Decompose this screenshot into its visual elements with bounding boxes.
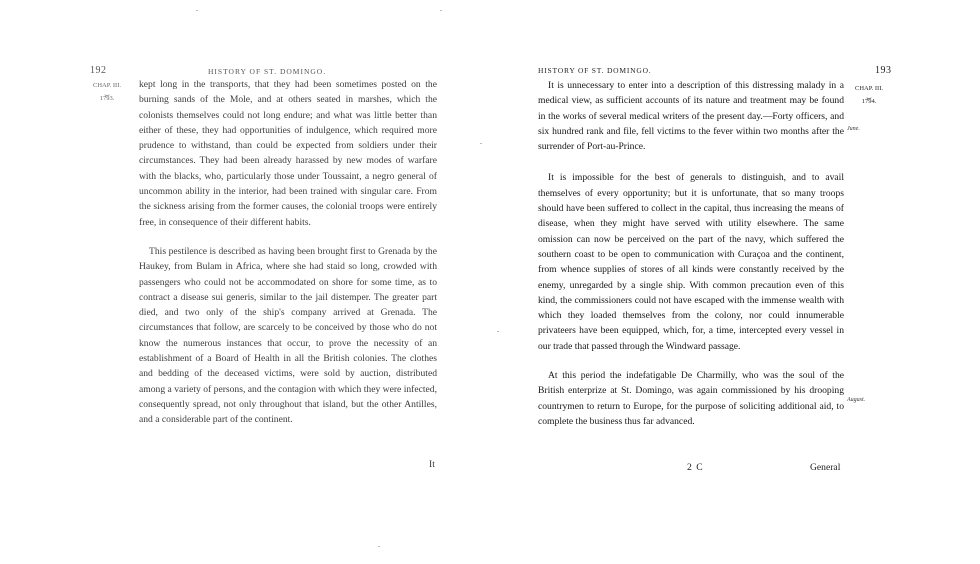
paragraph: It is unnecessary to enter into a description of this distressing malady in a medical view, as sufficient accounts of its nature and treatment may be found in the works of several medical writers of the present day.—Forty officers, and six hundred rank and file, fell victims to the fever within two months after the surrender of Port-au-Prince. bbox=[538, 80, 844, 153]
signature-mark: 2 C bbox=[687, 462, 704, 473]
catchword: General bbox=[810, 462, 841, 473]
scan-speck bbox=[378, 546, 380, 547]
scan-speck bbox=[480, 143, 482, 144]
margin-chapter: CHAP. III. bbox=[855, 85, 883, 92]
paragraph: kept long in the transports, that they had been sometimes posted on the burning sands of the Mole, and at others seated in marshes, which the colonists themselves could not long endure; and what was little better than either of these, they had opportunities of indulgence, which required more prudence to withstand, than could be expected from soldiers under their circumstances. They had been already harassed by new modes of warfare with the blacks, who, particularly those under Toussaint, a negro general of uncommon ability in the interior, had been trained with singular care. From the sickness arising from the former causes, the colonial troops were entirely free, in consequence of their different habits. bbox=[139, 79, 437, 228]
running-head: HISTORY OF ST. DOMINGO. bbox=[208, 67, 327, 76]
page-number: 193 bbox=[875, 65, 892, 76]
side-note-june: June. bbox=[847, 126, 860, 132]
body-text bbox=[538, 78, 844, 429]
right-page bbox=[490, 0, 980, 564]
side-note-august: August. bbox=[847, 397, 866, 403]
margin-note bbox=[850, 85, 888, 106]
body-text bbox=[139, 77, 437, 428]
margin-note bbox=[89, 82, 125, 103]
catchword: It bbox=[429, 459, 435, 470]
paragraph: This pestilence is described as having been brought first to Grenada by the Haukey, from Bulam in Africa, where she had staid so long, crowded with passengers who could not be accommodated on shore for some time, as to contract a disease sui generis, similar to the jail distemper. The greater part died, and two only of the ship's company arrived at Grenada. The circumstances that follow, are scarcely to be conceived by those who do not know the numerous instances that occur, to prove the necessity of an establishment of a Board of Health in all the British colonies. The clothes and bedding of the deceased victims, were sold by auction, distributed among a variety of persons, and the contagion with which they were infected, consequently spread, not only throughout that island, but the other Antilles, and a considerable part of the continent. bbox=[139, 245, 437, 426]
scan-speck bbox=[196, 10, 198, 11]
margin-year: 1794. bbox=[861, 98, 877, 106]
running-head: HISTORY OF ST. DOMINGO. bbox=[538, 66, 652, 75]
paragraph: At this period the indefatigable De Charmilly, who was the soul of the British enterprize at St. Domingo, was again commissioned by his drooping countrymen to return to Europe, for the purpose of soliciting additional aid, to complete the business thus far advanced. bbox=[538, 370, 844, 427]
scan-speck bbox=[497, 331, 499, 332]
margin-chapter: CHAP. III. bbox=[93, 82, 121, 89]
page-number: 192 bbox=[90, 65, 107, 76]
paragraph: It is impossible for the best of generals to distinguish, and to avail themselves of every opportunity; but it is unfortunate, that so many troops should have been suffered to collect in the capital, thus increasing the means of disease, when they might have served with utility elsewhere. The same omission can now be perceived on the part of the navy, which suffered the southern coast to be open to communication with Curaçoa and the continent, from whence supplies of stores of all kinds were constantly received by the enemy, unregarded by a single ship. With common precaution even of this kind, the commissioners could not have escaped with the immense wealth with which they loaded themselves from the colony, nor could innumerable privateers have been equipped, which, for, a time, intercepted every vessel in our trade that passed through the Windward passage. bbox=[538, 172, 844, 352]
brace-ornament: ⏟ bbox=[866, 90, 872, 100]
brace-ornament: ⏟ bbox=[104, 87, 110, 97]
margin-year: 1793. bbox=[99, 95, 115, 103]
scan-speck bbox=[440, 10, 442, 11]
